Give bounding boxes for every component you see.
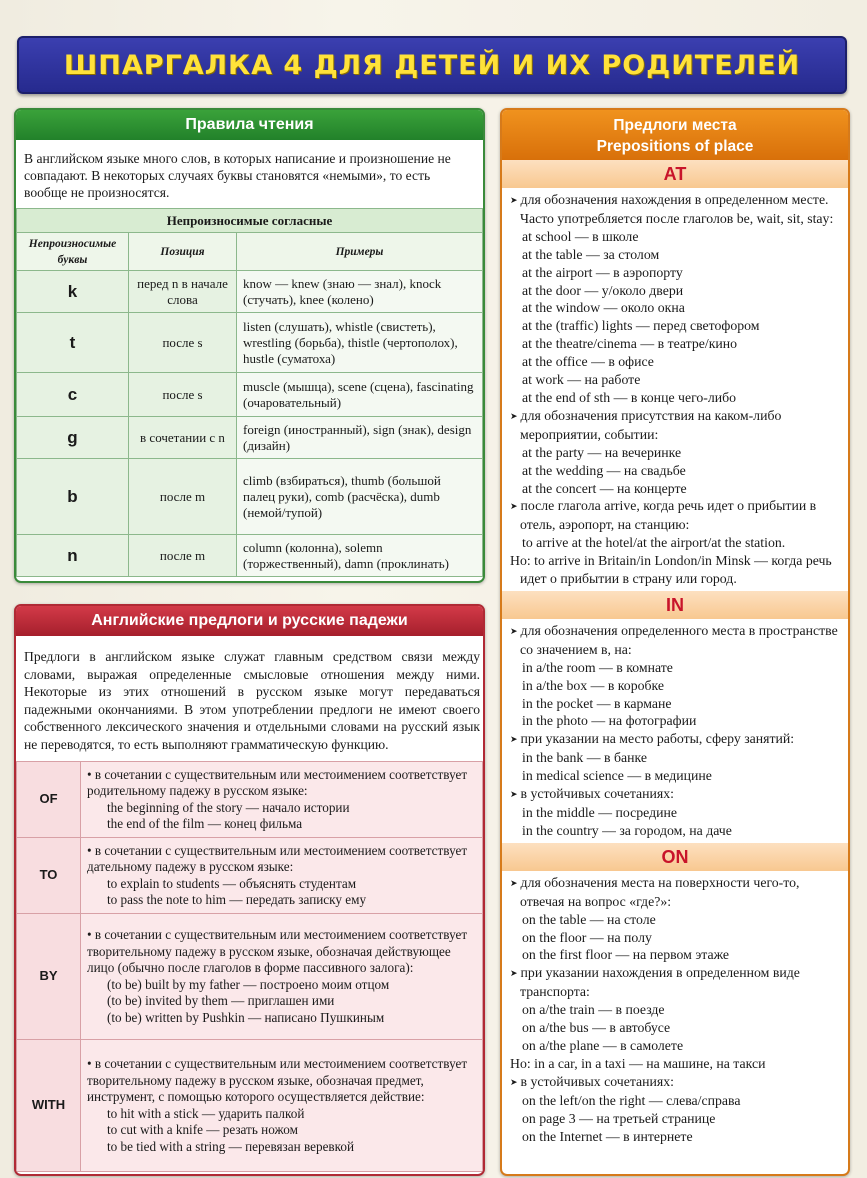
- prepositions-place-header: [502, 110, 848, 160]
- silent-letter: b: [17, 459, 129, 535]
- usage-example: at the office — в офисе: [522, 354, 654, 370]
- usage-example: on the left/on the right — слева/справа: [522, 1092, 741, 1108]
- usage-example: in medical science — в медицине: [522, 768, 712, 784]
- usage-example: at work — на работе: [522, 372, 641, 388]
- usage-note: Но: in a car, in a taxi — на машине, на такси: [510, 1055, 766, 1071]
- table-row: [17, 417, 483, 459]
- usage-rule: ➤ в устойчивых сочетаниях:: [510, 785, 838, 804]
- page-title: ШПАРГАЛКА 4 ДЛЯ ДЕТЕЙ И ИХ РОДИТЕЛЕЙ: [63, 49, 801, 81]
- header-en: Prepositions of place: [596, 138, 754, 155]
- usage-example: to hit with a stick — ударить палкой: [107, 1105, 305, 1121]
- usage-example: at the concert — на концерте: [522, 480, 687, 496]
- reading-rules-header: Правила чтения: [16, 110, 483, 140]
- silent-letter: t: [17, 313, 129, 373]
- section-heading: IN: [502, 591, 848, 619]
- table-row: [17, 373, 483, 417]
- letter-position: в сочетании с n: [129, 417, 237, 459]
- usage-example: in the country — за городом, на даче: [522, 822, 732, 838]
- usage-example: at school — в школе: [522, 228, 639, 244]
- prepositions-place-panel: [500, 108, 850, 1176]
- usage-example: to be tied with a string — перевязан веревкой: [107, 1138, 355, 1154]
- preposition: WITH: [17, 1040, 81, 1172]
- usage-example: on a/the plane — в самолете: [522, 1037, 684, 1053]
- usage-example: (to be) invited by them — приглашен ими: [107, 993, 335, 1008]
- letter-examples: muscle (мышца), scene (сцена), fascinating (очаровательный): [237, 373, 483, 417]
- usage-rule: ➤ после глагола arrive, когда речь идет о прибытии в отель, аэропорт, на станцию:: [510, 497, 838, 534]
- usage-description: • в сочетании с существительным или местоимением соответствует дательному падежу в русском языке:: [87, 842, 468, 874]
- prepositions-cases-intro: Предлоги в английском языке служат главным средством связи между словами, выражая определенные смысловые отношения между ними. Некоторые из этих отношений в русском языке могут передаваться падежными окончаниями. В этом употреблении предлоги не имеют своего собственного лексического значения и отдельными словами на русский язык не переводятся, то есть выполняют грамматическую функцию.: [24, 649, 480, 752]
- letter-position: после m: [129, 459, 237, 535]
- usage-example: the beginning of the story — начало истории: [107, 799, 350, 815]
- preposition-usage: [81, 1040, 483, 1172]
- usage-example: (to be) written by Pushkin — написано Пушкиным: [107, 1009, 385, 1025]
- usage-example: at the window — около окна: [522, 300, 685, 316]
- usage-example: on the first floor — на первом этаже: [522, 947, 730, 963]
- column-header: Примеры: [237, 233, 483, 271]
- column-header: Непроизносимые буквы: [17, 233, 129, 271]
- silent-letter: n: [17, 535, 129, 577]
- usage-rule: ➤ для обозначения присутствия на каком-либо мероприятии, событии:: [510, 407, 838, 444]
- letter-position: после s: [129, 373, 237, 417]
- silent-letter: c: [17, 373, 129, 417]
- letter-examples: foreign (иностранный), sign (знак), design (дизайн): [237, 417, 483, 459]
- letter-position: перед n в начале слова: [129, 271, 237, 313]
- preposition: BY: [17, 914, 81, 1040]
- letter-position: после m: [129, 535, 237, 577]
- section-body: [502, 871, 848, 1149]
- letter-position: после s: [129, 313, 237, 373]
- letter-examples: climb (взбираться), thumb (большой палец руки), comb (расчёска), dumb (немой/тупой): [237, 459, 483, 535]
- reading-rules-panel: [14, 108, 485, 583]
- usage-example: on the table — на столе: [522, 911, 656, 927]
- prepositions-cases-panel: [14, 604, 485, 1176]
- usage-rule: ➤ для обозначения места на поверхности чего-то, отвечая на вопрос «где?»:: [510, 874, 838, 911]
- section-body: [502, 619, 848, 843]
- usage-example: on a/the train — в поезде: [522, 1002, 665, 1018]
- table-row: [17, 459, 483, 535]
- usage-rule: ➤ в устойчивых сочетаниях:: [510, 1073, 838, 1092]
- section-heading: ON: [502, 843, 848, 871]
- silent-letter: k: [17, 271, 129, 313]
- usage-example: at the party — на вечеринке: [522, 444, 682, 460]
- table-row: [17, 762, 483, 838]
- usage-example: at the airport — в аэропорту: [522, 264, 683, 280]
- table-row: [17, 914, 483, 1040]
- header-ru: Предлоги места: [613, 117, 737, 134]
- cases-table: [16, 761, 483, 1172]
- usage-example: in a/the box — в коробке: [522, 677, 664, 693]
- prepositions-cases-header: Английские предлоги и русские падежи: [16, 606, 483, 636]
- table-title: Непроизносимые согласные: [17, 209, 483, 233]
- usage-example: at the table — за столом: [522, 246, 660, 262]
- usage-example: on page 3 — на третьей странице: [522, 1110, 716, 1126]
- reading-rules-intro: В английском языке много слов, в которых написание и произношение не совпадают. В некоторых случаях буквы становятся «немыми», то есть вообще не произносятся.: [24, 151, 451, 200]
- preposition-usage: [81, 914, 483, 1040]
- usage-example: to pass the note to him — передать записку ему: [107, 892, 367, 907]
- usage-example: in the middle — посредине: [522, 805, 677, 820]
- usage-example: to explain to students — объяснять студентам: [107, 875, 357, 891]
- section-body: [502, 188, 848, 591]
- usage-example: at the end of sth — в конце чего-либо: [522, 389, 737, 405]
- letter-examples: column (колонна), solemn (торжественный), damn (проклинать): [237, 535, 483, 577]
- usage-example: at the wedding — на свадьбе: [522, 462, 686, 478]
- table-row: [17, 1040, 483, 1172]
- usage-description: • в сочетании с существительным или местоимением соответствует родительному падежу в русском языке:: [87, 766, 468, 798]
- usage-example: at the door — у/около двери: [522, 282, 684, 298]
- table-row: [17, 313, 483, 373]
- usage-rule: ➤ при указании на место работы, сферу занятий:: [510, 730, 838, 749]
- section-heading: AT: [502, 160, 848, 188]
- table-row: [17, 535, 483, 577]
- letter-examples: listen (слушать), whistle (свистеть), wrestling (борьба), thistle (чертополох), hustle (суматоха): [237, 313, 483, 373]
- usage-example: (to be) built by my father — построено моим отцом: [107, 976, 390, 992]
- usage-description: • в сочетании с существительным или местоимением соответствует творительному падежу в русском языке, обозначая предмет, инструмент, с помощью которого осуществляется действие:: [87, 1056, 468, 1104]
- usage-note: Но: to arrive in Britain/in London/in Minsk — когда речь идет о прибытии в страну или город.: [510, 553, 832, 587]
- usage-example: the end of the film — конец фильма: [107, 816, 303, 831]
- usage-example: at the (traffic) lights — перед светофором: [522, 318, 760, 334]
- usage-example: to cut with a knife — резать ножом: [107, 1122, 298, 1137]
- silent-letter: g: [17, 417, 129, 459]
- usage-example: on a/the bus — в автобусе: [522, 1020, 671, 1036]
- table-row: [17, 271, 483, 313]
- usage-example: on the Internet — в интернете: [522, 1128, 693, 1144]
- usage-example: at the theatre/cinema — в театре/кино: [522, 336, 738, 352]
- usage-example: in the pocket — в кармане: [522, 695, 672, 711]
- letter-examples: know — knew (знаю — знал), knock (стучать), knee (колено): [237, 271, 483, 313]
- usage-rule: ➤ при указании нахождения в определенном виде транспорта:: [510, 964, 838, 1001]
- usage-example: in the photo — на фотографии: [522, 713, 697, 729]
- usage-rule: ➤ для обозначения определенного места в пространстве со значением в, на:: [510, 622, 838, 659]
- usage-rule: ➤ для обозначения нахождения в определенном месте. Часто употребляется после глаголов be, wait, sit, stay:: [510, 191, 838, 228]
- preposition-usage: [81, 838, 483, 914]
- column-header: Позиция: [129, 233, 237, 271]
- table-row: [17, 838, 483, 914]
- usage-example: in the bank — в банке: [522, 750, 647, 766]
- preposition: TO: [17, 838, 81, 914]
- usage-example: in a/the room — в комнате: [522, 659, 673, 675]
- usage-example: to arrive at the hotel/at the airport/at the station.: [522, 535, 786, 551]
- preposition: OF: [17, 762, 81, 838]
- preposition-usage: [81, 762, 483, 838]
- usage-description: • в сочетании с существительным или местоимением соответствует творительному падежу в русском языке, обозначая действующее лицо (обычно после глаголов в форме пассивного залога):: [87, 927, 468, 975]
- title-banner: [17, 36, 847, 94]
- silent-consonants-table: [16, 208, 483, 577]
- usage-example: on the floor — на полу: [522, 929, 652, 945]
